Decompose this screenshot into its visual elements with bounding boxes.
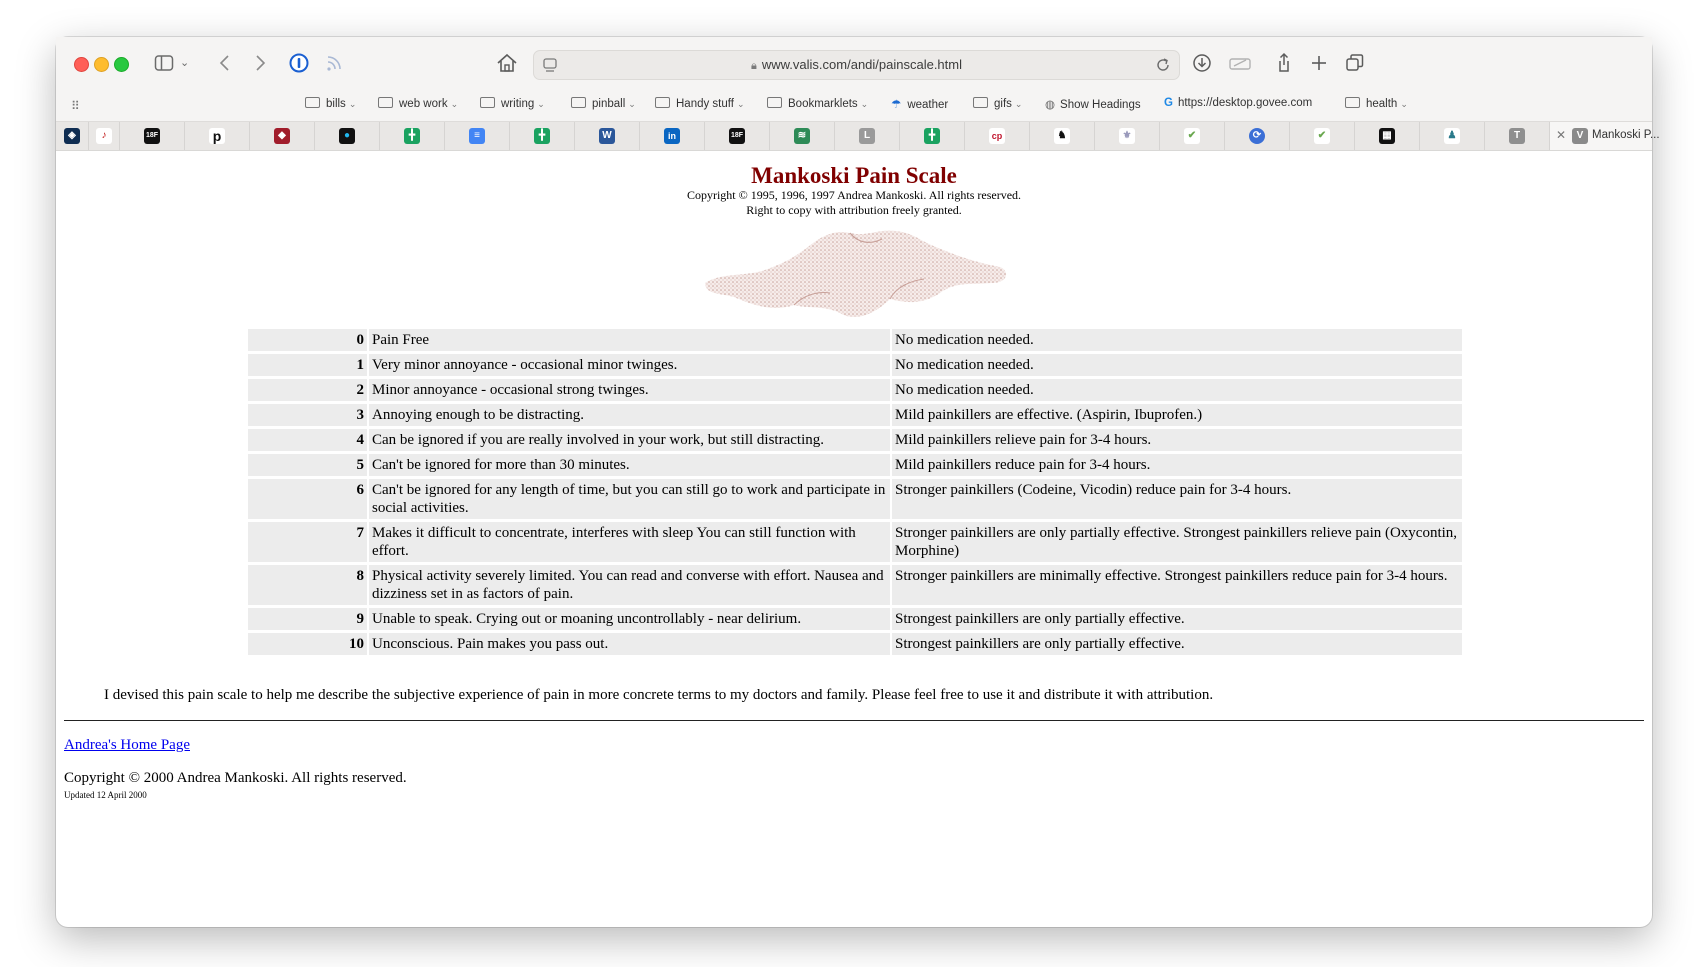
- medication-cell: Stronger painkillers (Codeine, Vicodin) reduce pain for 3-4 hours.: [892, 479, 1462, 519]
- tab-active[interactable]: [1550, 122, 1660, 150]
- diamond-logo-icon: ◈: [64, 128, 80, 144]
- password-manager-icon[interactable]: [289, 51, 309, 75]
- share-icon[interactable]: [1275, 51, 1293, 75]
- medication-cell: Mild painkillers reduce pain for 3-4 hours.: [892, 454, 1462, 476]
- sheets-icon: ╋: [924, 128, 940, 144]
- apps-grid-icon[interactable]: ⠿: [71, 99, 80, 113]
- sidebar-chevron-down-icon[interactable]: ⌄: [180, 57, 190, 69]
- music-note-icon: ♪: [96, 128, 112, 144]
- tab-16[interactable]: [1095, 122, 1160, 150]
- medication-cell: Mild painkillers are effective. (Aspirin, Ibuprofen.): [892, 404, 1462, 426]
- bookmark-folder-writing[interactable]: writing ⌄: [480, 97, 545, 110]
- browser-window: [56, 37, 1660, 927]
- medication-cell: No medication needed.: [892, 329, 1462, 351]
- table-row: [248, 479, 1462, 519]
- tab-1[interactable]: [120, 122, 185, 150]
- horizontal-rule: [64, 720, 1644, 721]
- level-cell: 8: [248, 565, 369, 605]
- bookmark-govee[interactable]: G https://desktop.govee.com: [1164, 97, 1313, 109]
- check-logo-icon: ✔: [1184, 128, 1200, 144]
- table-row: [248, 522, 1462, 562]
- tab-22[interactable]: [1485, 122, 1550, 150]
- globe-icon: ◍: [1045, 99, 1056, 111]
- reload-icon[interactable]: [1155, 56, 1171, 79]
- description-cell: Unconscious. Pain makes you pass out.: [369, 633, 892, 655]
- bookmark-folder-bookmarklets[interactable]: Bookmarklets ⌄: [767, 97, 868, 110]
- level-cell: 4: [248, 429, 369, 451]
- bookmarks-bar: [56, 91, 1652, 121]
- tab-bar: [56, 121, 1660, 150]
- home-icon[interactable]: [496, 51, 518, 75]
- description-cell: Annoying enough to be distracting.: [369, 404, 892, 426]
- sheets-icon: ╋: [404, 128, 420, 144]
- toolbar: [56, 37, 1652, 91]
- medication-cell: Stronger painkillers are minimally effective. Strongest painkillers reduce pain for 3-4 hours.: [892, 565, 1462, 605]
- forward-icon[interactable]: [253, 51, 267, 75]
- bookmark-folder-gifs[interactable]: gifs ⌄: [973, 97, 1022, 110]
- 18f-icon: 18F: [144, 128, 160, 144]
- description-cell: Can be ignored if you are really involved in your work, but still distracting.: [369, 429, 892, 451]
- copyright-notice: [56, 188, 1652, 218]
- p-logo-icon: p: [209, 128, 225, 144]
- url-text: www.valis.com/andi/painscale.html: [761, 57, 962, 72]
- word-icon: W: [599, 128, 615, 144]
- tab-20[interactable]: [1355, 122, 1420, 150]
- dark-logo-icon: ▦: [1379, 128, 1395, 144]
- maximize-window-button[interactable]: [114, 57, 129, 72]
- tab-21[interactable]: [1420, 122, 1485, 150]
- table-row: [248, 429, 1462, 451]
- table-row: [248, 454, 1462, 476]
- address-bar[interactable]: [533, 50, 1180, 80]
- lock-icon: 🔒︎: [751, 60, 757, 72]
- level-cell: 2: [248, 379, 369, 401]
- markup-icon[interactable]: [1228, 51, 1252, 75]
- circle-logo-icon: ●: [339, 128, 355, 144]
- copyright-line-2: Right to copy with attribution freely granted.: [746, 203, 962, 217]
- description-cell: Can't be ignored for more than 30 minutes.: [369, 454, 892, 476]
- folder-icon: [1345, 97, 1360, 108]
- bookmark-folder-handy-stuff[interactable]: Handy stuff ⌄: [655, 97, 745, 110]
- browser-chrome: [56, 37, 1660, 151]
- docs-icon: ≡: [469, 128, 485, 144]
- close-window-button[interactable]: [74, 57, 89, 72]
- tab-pinned-2[interactable]: [89, 122, 120, 150]
- figure-logo-icon: ♞: [1054, 128, 1070, 144]
- url-display: [534, 57, 1179, 73]
- l-logo-icon: L: [859, 128, 875, 144]
- description-cell: Can't be ignored for any length of time, but you can still go to work and participate in social activities.: [369, 479, 892, 519]
- tab-4[interactable]: [315, 122, 380, 150]
- home-page-link[interactable]: Andrea's Home Page: [64, 737, 190, 753]
- medication-cell: Strongest painkillers are only partially effective.: [892, 633, 1462, 655]
- level-cell: 3: [248, 404, 369, 426]
- tab-8[interactable]: [575, 122, 640, 150]
- govee-icon: G: [1164, 97, 1173, 109]
- table-row: [248, 354, 1462, 376]
- reclining-figure-illustration: [700, 221, 1012, 326]
- tab-17[interactable]: [1160, 122, 1225, 150]
- stripes-logo-icon: ≋: [794, 128, 810, 144]
- tab-7[interactable]: [510, 122, 575, 150]
- pain-scale-table: [248, 326, 1462, 658]
- description-cell: Unable to speak. Crying out or moaning uncontrollably - near delirium.: [369, 608, 892, 630]
- linkedin-icon: in: [664, 128, 680, 144]
- level-cell: 1: [248, 354, 369, 376]
- tab-9[interactable]: [640, 122, 705, 150]
- folder-icon: [480, 97, 495, 108]
- medication-cell: No medication needed.: [892, 354, 1462, 376]
- level-cell: 6: [248, 479, 369, 519]
- refresh-logo-icon: ⟳: [1249, 128, 1265, 144]
- description-cell: Very minor annoyance - occasional minor twinges.: [369, 354, 892, 376]
- tab-5[interactable]: [380, 122, 445, 150]
- t-logo-icon: T: [1509, 128, 1525, 144]
- minimize-window-button[interactable]: [94, 57, 109, 72]
- bookmark-show-headings[interactable]: ◍ Show Headings: [1045, 99, 1141, 111]
- person-logo-icon: ♟: [1444, 128, 1460, 144]
- check-logo-icon: ✔: [1314, 128, 1330, 144]
- bookmark-folder-health[interactable]: health ⌄: [1345, 97, 1408, 110]
- tab-15[interactable]: [1030, 122, 1095, 150]
- author-note: I devised this pain scale to help me describe the subjective experience of pain in more concrete terms to my doctors and family. Please feel free to use it and distribute it with attribution.: [104, 687, 1214, 703]
- footer-copyright: Copyright © 2000 Andrea Mankoski. All rights reserved.: [64, 770, 407, 786]
- description-cell: Pain Free: [369, 329, 892, 351]
- shield-logo-icon: ◆: [274, 128, 290, 144]
- weather-icon: ☂: [891, 99, 902, 111]
- table-row: [248, 329, 1462, 351]
- downloads-icon[interactable]: [1192, 51, 1212, 75]
- tab-12[interactable]: [835, 122, 900, 150]
- medication-cell: Mild painkillers relieve pain for 3-4 hours.: [892, 429, 1462, 451]
- description-cell: Makes it difficult to concentrate, interferes with sleep You can still function with effort.: [369, 522, 892, 562]
- description-cell: Minor annoyance - occasional strong twinges.: [369, 379, 892, 401]
- table-row: [248, 404, 1462, 426]
- tab-3[interactable]: [250, 122, 315, 150]
- medication-cell: Stronger painkillers are only partially effective. Strongest painkillers relieve pain (Oxycontin, Morphine): [892, 522, 1462, 562]
- table-row: [248, 565, 1462, 605]
- folder-icon: [973, 97, 988, 108]
- active-tab-title: Mankoski P...: [1592, 129, 1660, 141]
- tab-pinned-1[interactable]: [56, 122, 89, 150]
- bookmark-folder-web-work[interactable]: web work ⌄: [378, 97, 458, 110]
- updated-date: Updated 12 April 2000: [64, 790, 147, 800]
- level-cell: 7: [248, 522, 369, 562]
- cp-logo-icon: cp: [989, 128, 1005, 144]
- folder-icon: [655, 97, 670, 108]
- tab-19[interactable]: [1290, 122, 1355, 150]
- tab-overview-icon[interactable]: [1345, 51, 1365, 75]
- crest-logo-icon: ⚜: [1119, 128, 1135, 144]
- table-row: [248, 379, 1462, 401]
- description-cell: Physical activity severely limited. You can read and converse with effort. Nausea and dizziness set in as factors of pain.: [369, 565, 892, 605]
- medication-cell: Strongest painkillers are only partially effective.: [892, 608, 1462, 630]
- folder-icon: [305, 97, 320, 108]
- sidebar-toggle-icon[interactable]: [154, 51, 174, 75]
- tab-18[interactable]: [1225, 122, 1290, 150]
- folder-icon: [571, 97, 586, 108]
- v-logo-icon: V: [1572, 128, 1588, 144]
- folder-icon: [378, 97, 393, 108]
- tab-2[interactable]: [185, 122, 250, 150]
- tab-6[interactable]: [445, 122, 510, 150]
- copyright-line-1: Copyright © 1995, 1996, 1997 Andrea Mankoski. All rights reserved.: [686, 188, 1022, 202]
- level-cell: 10: [248, 633, 369, 655]
- table-row: [248, 633, 1462, 655]
- close-tab-icon[interactable]: ✕: [1556, 128, 1567, 142]
- new-tab-icon[interactable]: [1310, 51, 1328, 75]
- bookmark-weather[interactable]: ☂ weather: [891, 99, 949, 111]
- level-cell: 0: [248, 329, 369, 351]
- back-icon[interactable]: [218, 51, 232, 75]
- tab-10[interactable]: [705, 122, 770, 150]
- medication-cell: No medication needed.: [892, 379, 1462, 401]
- folder-icon: [767, 97, 782, 108]
- bookmark-folder-bills[interactable]: bills ⌄: [305, 97, 356, 110]
- bookmark-folder-pinball[interactable]: pinball ⌄: [571, 97, 636, 110]
- level-cell: 9: [248, 608, 369, 630]
- 18f-icon: 18F: [729, 128, 745, 144]
- rss-feed-icon[interactable]: [325, 51, 343, 75]
- sheets-icon: ╋: [534, 128, 550, 144]
- tab-13[interactable]: [900, 122, 965, 150]
- page-title: Mankoski Pain Scale: [751, 163, 957, 188]
- level-cell: 5: [248, 454, 369, 476]
- tab-14[interactable]: [965, 122, 1030, 150]
- tab-11[interactable]: [770, 122, 835, 150]
- table-row: [248, 608, 1462, 630]
